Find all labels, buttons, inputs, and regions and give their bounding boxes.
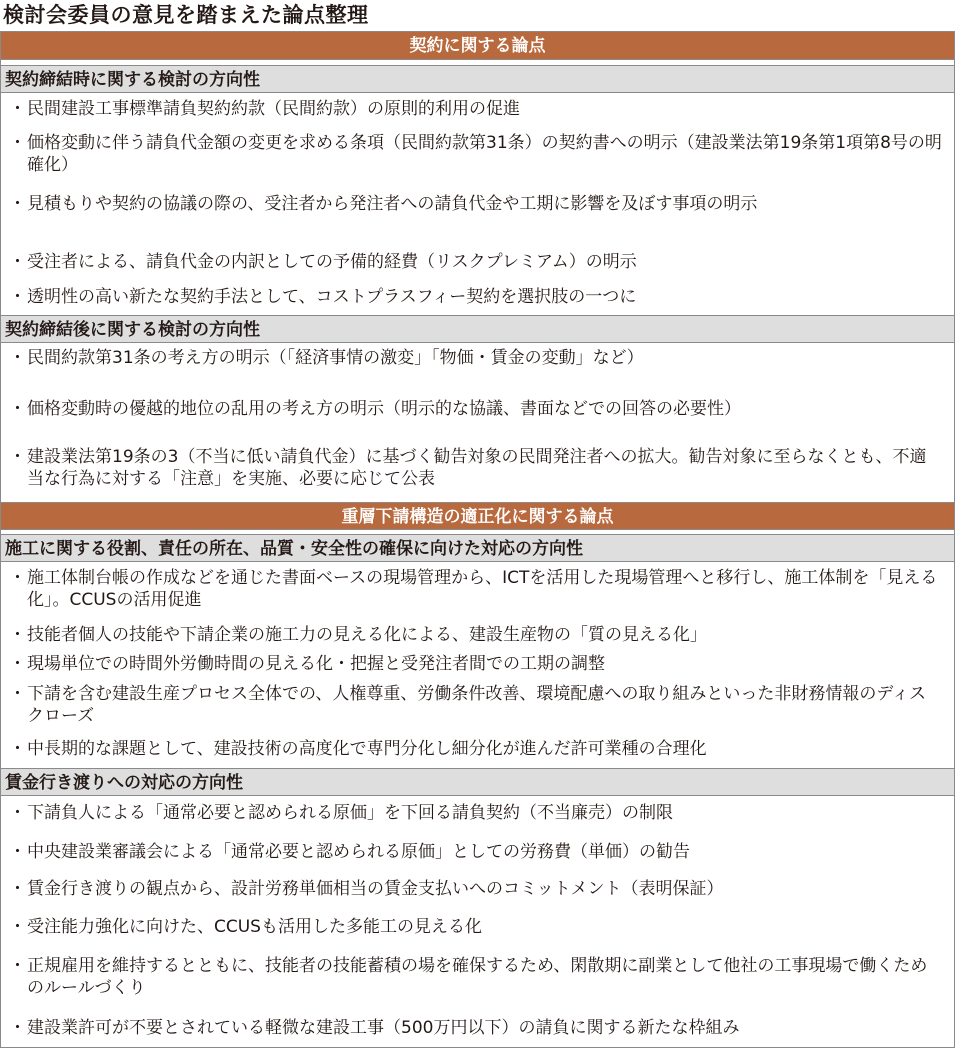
list-item: ・ 正規雇用を維持するとともに、技能者の技能蓄積の場を確保するため、閑散期に副業として他社の工事現場で働くためのルールづくり [9,956,928,998]
list-item: ・ 透明性の高い新たな契約手法として、コストプラスフィー契約を選択肢の一つに [9,287,637,307]
list-item: ・ 賃金行き渡りの観点から、設計労務単価相当の賃金支払いへのコミットメント（表明保証） [9,879,724,899]
bullet-mark: ・ [9,194,26,214]
issues-table [0,31,955,1048]
bullet-mark: ・ [9,739,26,759]
list-item: ・ 民間建設工事標準請負契約約款（民間約款）の原則的利用の促進 [9,99,520,119]
bullet-mark: ・ [9,568,26,588]
bullet-mark: ・ [9,625,26,645]
subheading-post-contract: 契約締結後に関する検討の方向性 [1,315,954,343]
list-item: ・ 見積もりや契約の協議の際の、受注者から発注者への請負代金や工期に影響を及ぼす事項の明示 [9,194,758,214]
bullet-mark: ・ [9,654,26,674]
bullet-mark: ・ [9,956,26,976]
list-item: ・ 下請負人による「通常必要と認められる原価」を下回る請負契約（不当廉売）の制限 [9,803,673,823]
bullet-mark: ・ [9,879,26,899]
section-heading-contract: 契約に関する論点 [1,32,954,60]
list-item: ・ 下請を含む建設生産プロセス全体での、人権尊重、労働条件改善、環境配慮への取り組みといった非財務情報のディスクローズ [9,684,926,726]
subheading-quality-safety: 施工に関する役割、責任の所在、品質・安全性の確保に向けた対応の方向性 [1,534,954,562]
list-item: ・ 価格変動に伴う請負代金額の変更を求める条項（民間約款第31条）の契約書への明示（建設業法第19条第1項第8号の明確化） [9,133,942,175]
bullet-mark: ・ [9,917,26,937]
list-item: ・ 民間約款第31条の考え方の明示（「経済事情の激変」「物価・賃金の変動」など） [9,348,644,368]
bullet-mark: ・ [9,1018,26,1038]
list-item: ・ 受注能力強化に向けた、CCUSも活用した多能工の見える化 [9,917,482,937]
section-heading-subcontract: 重層下請構造の適正化に関する論点 [1,502,954,530]
bullet-mark: ・ [9,684,26,704]
list-item: ・ 施工体制台帳の作成などを通じた書面ベースの現場管理から、ICTを活用した現場管理へと移行し、施工体制を「見える化」。CCUSの活用促進 [9,568,938,610]
list-item: ・ 中長期的な課題として、建設技術の高度化で専門分化し細分化が進んだ許可業種の合理化 [9,739,707,759]
list-item: ・ 現場単位での時間外労働時間の見える化・把握と受発注者間での工期の調整 [9,654,605,674]
page-title: 検討会委員の意見を踏まえた論点整理 [3,3,369,27]
list-item: ・ 建設業許可が不要とされている軽微な建設工事（500万円以下）の請負に関する新たな枠組み [9,1018,740,1038]
bullet-mark: ・ [9,399,26,419]
subheading-wages: 賃金行き渡りへの対応の方向性 [1,768,954,796]
bullet-mark: ・ [9,99,26,119]
bullet-mark: ・ [9,252,26,272]
subheading-pre-contract: 契約締結時に関する検討の方向性 [1,65,954,93]
bullet-mark: ・ [9,287,26,307]
list-item: ・ 中央建設業審議会による「通常必要と認められる原価」としての労務費（単価）の勧告 [9,842,690,862]
bullet-mark: ・ [9,348,26,368]
list-item: ・ 受注者による、請負代金の内訳としての予備的経費（リスクプレミアム）の明示 [9,252,637,272]
bullet-mark: ・ [9,133,26,153]
list-item: ・ 建設業法第19条の3（不当に低い請負代金）に基づく勧告対象の民間発注者への拡大。勧告対象に至らなくとも、不適当な行為に対する「注意」を実施、必要に応じて公表 [9,447,927,489]
bullet-mark: ・ [9,447,26,467]
list-item: ・ 価格変動時の優越的地位の乱用の考え方の明示（明示的な協議、書面などでの回答の必要性） [9,399,741,419]
list-item: ・ 技能者個人の技能や下請企業の施工力の見える化による、建設生産物の「質の見える化」 [9,625,707,645]
bullet-mark: ・ [9,842,26,862]
bullet-mark: ・ [9,803,26,823]
